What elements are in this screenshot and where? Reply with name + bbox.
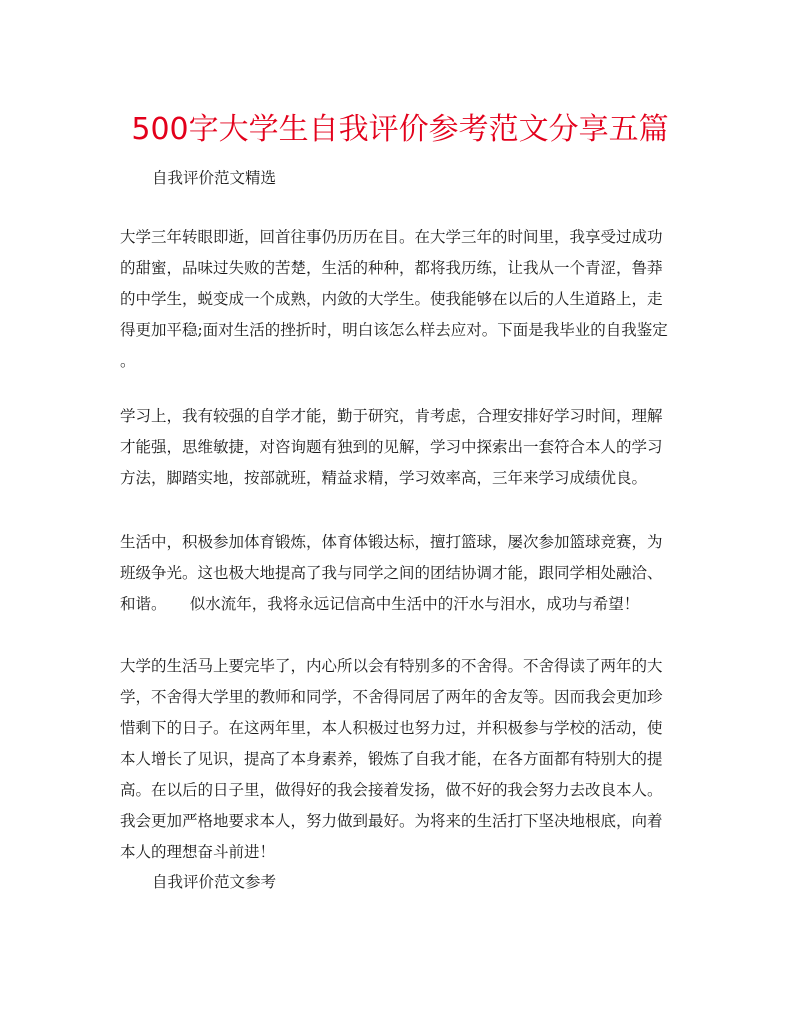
paragraph-line: 惜剩下的日子。在这两年里，本人积极过也努力过，并积极参与学校的活动，使 (120, 719, 663, 737)
subheading-selected-samples: 自我评价范文精选 (152, 169, 277, 187)
paragraph-line: 学习上，我有较强的自学才能，勤于研究，肯考虑，合理安排好学习时间，理解 (120, 407, 663, 425)
paragraph-line: 大学的生活马上要完毕了，内心所以会有特别多的不舍得。不舍得读了两年的大 (120, 657, 663, 675)
paragraph-line: 得更加平稳;面对生活的挫折时，明白该怎么样去应对。下面是我毕业的自我鉴定 (120, 321, 668, 339)
paragraph-line: 才能强，思维敏捷，对咨询题有独到的见解，学习中探索出一套符合本人的学习 (120, 438, 663, 456)
paragraph-line: 我会更加严格地要求本人，努力做到最好。为将来的生活打下坚决地根底，向着 (120, 812, 663, 830)
paragraph-line: 方法，脚踏实地，按部就班，精益求精，学习效率高，三年来学习成绩优良。 (120, 469, 648, 487)
paragraph-line: 的中学生，蜕变成一个成熟，内敛的大学生。使我能够在以后的人生道路上，走 (120, 290, 663, 308)
paragraph-line: 高。在以后的日子里，做得好的我会接着发扬，做不好的我会努力去改良本人。 (120, 781, 663, 799)
document-title: 500字大学生自我评价参考范文分享五篇 (131, 112, 669, 147)
paragraph-life (120, 527, 680, 620)
subheading-reference-samples: 自我评价范文参考 (152, 873, 277, 891)
paragraph-line: 。 (120, 352, 136, 370)
paragraph-farewell (120, 651, 680, 868)
paragraph-line: 学，不舍得大学里的教师和同学，不舍得同居了两年的舍友等。因而我会更加珍 (120, 688, 663, 706)
paragraph-line: 本人增长了见识，提高了本身素养，锻炼了自我才能，在各方面都有特别大的提 (120, 750, 663, 768)
paragraph-study (120, 401, 680, 494)
paragraph-line: 的甜蜜，品味过失败的苦楚，生活的种种，都将我历练，让我从一个青涩，鲁莽 (120, 259, 663, 277)
paragraph-line: 生活中，积极参加体育锻炼，体育体锻达标，擅打篮球，屡次参加篮球竞赛，为 (120, 533, 663, 551)
paragraph-intro (120, 222, 680, 377)
paragraph-line: 和谐。 似水流年，我将永远记信高中生活中的汗水与泪水，成功与希望！ (120, 595, 640, 613)
paragraph-line: 班级争光。这也极大地提高了我与同学之间的团结协调才能，跟同学相处融洽、 (120, 564, 663, 582)
paragraph-line: 大学三年转眼即逝，回首往事仍历历在目。在大学三年的时间里，我享受过成功 (120, 228, 663, 246)
paragraph-line: 本人的理想奋斗前进！ (120, 843, 276, 861)
